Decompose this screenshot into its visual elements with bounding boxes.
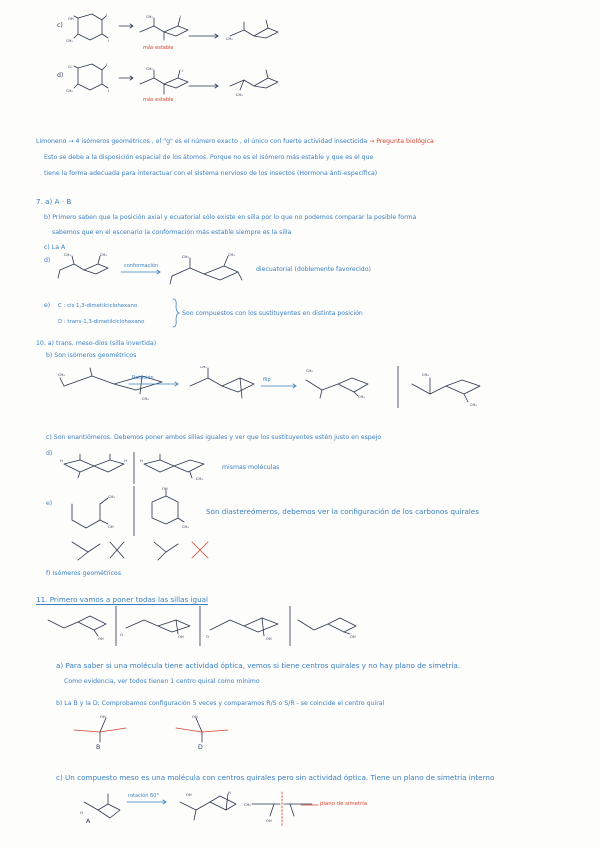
svg-text:CH₃: CH₃ xyxy=(66,89,73,93)
divider xyxy=(288,606,292,646)
svg-text:CH₃: CH₃ xyxy=(422,373,429,377)
q10-e-hexagon-2 xyxy=(140,486,194,536)
divider xyxy=(396,366,400,408)
arrow-icon xyxy=(118,74,136,82)
svg-text:O: O xyxy=(206,635,209,639)
q10-b: b) Son isómeros geométricos xyxy=(46,352,137,359)
svg-text:Cl: Cl xyxy=(68,65,72,69)
arrow-icon xyxy=(300,802,320,808)
q11-c-plane-structure xyxy=(244,790,320,830)
q10-f: f) Isómeros geométricos xyxy=(46,570,122,577)
q7-a: 7. a) A · B xyxy=(36,197,72,206)
arrow-icon xyxy=(188,32,222,40)
svg-text:OH: OH xyxy=(162,487,168,491)
q11-c-line-1: c) Un compuesto meso es una molécula con centros quirales pero sin actividad óptica. Tiene un plano de simetría interno xyxy=(56,773,495,782)
svg-text:OH: OH xyxy=(266,637,272,641)
svg-text:CH₃: CH₃ xyxy=(228,253,235,257)
svg-text:OH: OH xyxy=(192,715,198,719)
svg-text:CH₃: CH₃ xyxy=(236,93,243,97)
q10-b-chair-2 xyxy=(186,366,258,406)
svg-text:OH: OH xyxy=(178,635,184,639)
q9-note-red: → Pregunta biológica xyxy=(369,138,434,145)
q11-c-plane-note: plano de simetría xyxy=(320,801,368,807)
atom-i: I xyxy=(106,13,108,17)
svg-text:I: I xyxy=(180,15,182,19)
arrow-icon xyxy=(118,22,136,30)
q11-b: b) La B y la D: Comprobamos configuración 5 veces y comparamos R/S o S/R - se coincide el centro quiral xyxy=(56,700,385,707)
q8-c-hexagon-structure xyxy=(66,8,116,50)
q9-line-2: Esto se debe a la disposición espacial de los átomos. Porque no es el isómero más estable y que es el que xyxy=(44,154,374,161)
q8-d-label: d) xyxy=(57,72,64,79)
svg-text:H: H xyxy=(228,791,231,795)
svg-text:I: I xyxy=(108,89,110,93)
divider xyxy=(114,606,118,646)
arrow-icon xyxy=(260,382,300,390)
q7-b-line-1: b) Primero saben que la posición axial y ecuatorial sólo existe en silla por lo que no podemos comparar la posible forma xyxy=(44,214,417,221)
q7-e-line-1: C : cis 1,3-dimetilciclohexano xyxy=(58,303,138,309)
q11-title: 11. Primero vamos a poner todas las sillas igual xyxy=(36,595,209,604)
q10-e-hexagon-1 xyxy=(62,490,132,536)
q9-line-3: tiene la forma adecuada para interactuar con el sistema nervioso de los insectos (Hormona ánti-específica) xyxy=(44,170,378,177)
divider xyxy=(132,486,136,536)
svg-text:CH₃: CH₃ xyxy=(200,366,207,369)
svg-text:H: H xyxy=(140,459,143,463)
q10-e-note: Son diastereómeros, debemos ver la configuración de los carbonos quirales xyxy=(206,507,479,516)
svg-text:CH₃: CH₃ xyxy=(358,395,365,399)
q11-c-chair-rotated xyxy=(176,788,240,824)
q10-e-stereocenters xyxy=(62,534,232,562)
q11-chair-2 xyxy=(120,608,196,644)
q8-d-chair-1 xyxy=(136,64,196,100)
q10-d-label: d) xyxy=(46,450,53,457)
q11-chair-3 xyxy=(204,608,284,644)
q10-d-chair-2 xyxy=(140,452,210,482)
q10-b-arrow-label: Rotación xyxy=(132,375,154,381)
q7-d-label: d) xyxy=(44,257,51,264)
q7-e-note: Son compuestos con los sustituyentes en distinta posición xyxy=(182,310,363,317)
q8-d-hexagon-structure xyxy=(66,58,116,100)
svg-text:CH₃: CH₃ xyxy=(182,525,189,529)
svg-text:CH₃: CH₃ xyxy=(470,403,477,407)
svg-text:OH: OH xyxy=(100,715,106,719)
svg-text:OH: OH xyxy=(108,525,114,529)
svg-text:CH₃: CH₃ xyxy=(244,803,251,807)
atom-ch3: CH₃ xyxy=(66,39,73,43)
divider xyxy=(198,606,202,646)
q10-b-arrow2-label: flip xyxy=(263,377,271,383)
q10-d-note: mismas moléculas xyxy=(222,464,280,471)
svg-text:CH₃: CH₃ xyxy=(108,495,115,499)
svg-text:CH₃: CH₃ xyxy=(306,369,313,373)
atom-i: I xyxy=(108,39,110,43)
q11-c-arrow-label: rotación 60° xyxy=(128,793,159,799)
svg-text:OH: OH xyxy=(98,637,104,641)
q11-b-label-D: D xyxy=(198,744,203,751)
svg-text:H: H xyxy=(60,459,63,463)
svg-text:OH: OH xyxy=(186,793,192,797)
q8-c-note: más estable xyxy=(143,45,174,51)
q7-d-arrow-label: conformación xyxy=(124,263,159,269)
q8-c-chair-1 xyxy=(136,12,196,48)
q11-chair-1 xyxy=(44,608,110,644)
q10-a: 10. a) trans, meso-dios (silla invertida) xyxy=(36,340,157,347)
q7-e-line-2: D : trans-1,3-dimetilciclohexano xyxy=(58,319,145,325)
svg-text:O: O xyxy=(80,811,83,815)
svg-text:CH₃: CH₃ xyxy=(64,253,71,257)
svg-text:OH: OH xyxy=(266,819,272,823)
svg-text:CH₃: CH₃ xyxy=(196,477,203,481)
q8-c-chair-2 xyxy=(226,18,286,50)
q10-b-chair-3 xyxy=(302,366,372,406)
q7-d-chair-1 xyxy=(56,252,116,286)
q10-c: c) Son enantiómeros. Debemos poner ambos sillas iguales y ver que los sustituyentes estén justo en espejo xyxy=(46,434,382,441)
svg-text:CH₃: CH₃ xyxy=(182,255,189,259)
q11-c-label-A: A xyxy=(86,818,91,825)
q10-e-label: e) xyxy=(46,500,53,507)
q11-chair-4 xyxy=(294,608,360,644)
svg-text:H: H xyxy=(124,459,127,463)
q8-d-chair-2 xyxy=(226,66,286,100)
arrow-icon xyxy=(120,268,164,276)
q7-e-label: e) xyxy=(44,302,51,309)
svg-text:I: I xyxy=(182,69,184,73)
q7-d-chair-2 xyxy=(168,252,244,292)
arrow-icon xyxy=(188,82,222,90)
q11-a-line-1: a) Para saber si una molécula tiene actividad óptica, vemos si tiene centros quirales y no hay plano de simetría. xyxy=(56,661,461,670)
arrow-icon xyxy=(128,380,182,388)
curly-brace-icon xyxy=(172,298,180,328)
q7-d-note: diecuatorial (doblemente favorecido) xyxy=(256,266,371,273)
svg-text:CH₃: CH₃ xyxy=(226,37,233,41)
divider xyxy=(132,452,136,484)
arrow-icon xyxy=(126,798,170,806)
q8-c-label: c) xyxy=(57,22,63,29)
q7-c: c) La A xyxy=(44,244,66,251)
svg-text:CH₃: CH₃ xyxy=(142,397,149,401)
svg-text:CH₃: CH₃ xyxy=(146,15,153,19)
q9-line-1: Limoneno → 4 isómeros geométricos , el "g" es el número exacto , el único con fuerte actividad insecticida → Pregunta biológica xyxy=(36,138,434,145)
q11-a-line-2: Como evidencia, ver todos tienen 1 centro quiral como mínimo xyxy=(64,678,260,685)
svg-text:CH₃: CH₃ xyxy=(100,253,107,257)
atom-oh: OH xyxy=(68,17,74,21)
svg-text:O: O xyxy=(120,633,123,637)
q10-b-chair-4 xyxy=(408,368,484,410)
svg-text:CH₃: CH₃ xyxy=(146,67,153,71)
q8-d-note: más estable xyxy=(143,97,174,103)
q7-b-line-2: sabemos que en el escenario la conformación más estable siempre es la silla xyxy=(52,229,292,236)
svg-text:I: I xyxy=(106,63,108,67)
q10-d-chair-1 xyxy=(60,452,130,482)
svg-text:OH: OH xyxy=(350,635,356,639)
q11-b-label-B: B xyxy=(96,744,101,751)
svg-text:CH₃: CH₃ xyxy=(58,373,65,377)
